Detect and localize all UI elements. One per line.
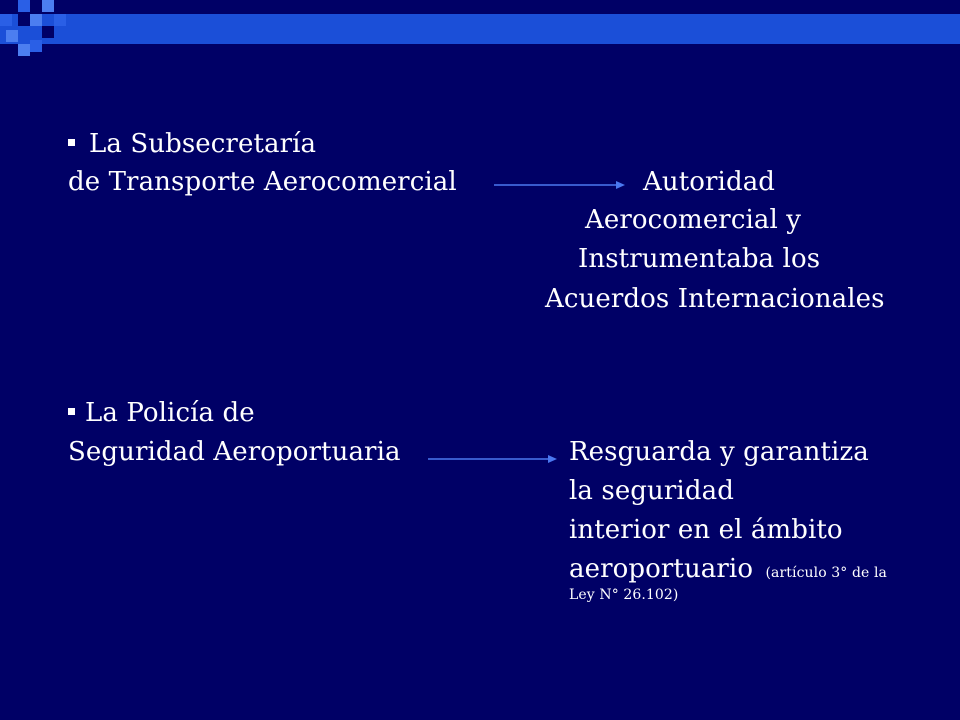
item2-result-line-4 <box>569 551 887 587</box>
item1-subject: de Transporte Aerocomercial <box>68 167 457 197</box>
item1-bullet-line <box>68 126 316 162</box>
item2-arrow-icon <box>428 452 558 466</box>
item2-bullet-line <box>68 395 255 431</box>
item1-result-line-3: Instrumentaba los <box>578 244 821 274</box>
item2-result-line-4-text: aeroportuario <box>569 554 754 584</box>
item2-result-line-3: interior en el ámbito <box>569 515 843 545</box>
item2-result-line-2: la seguridad <box>569 476 734 506</box>
item1-arrow-icon <box>494 178 626 192</box>
item2-result-line-1: Resguarda y garantiza <box>569 437 869 467</box>
item2-note-line-2: Ley N° 26.102) <box>569 587 679 603</box>
decorative-header-bar <box>0 14 960 44</box>
item2-note-line-1: (artículo 3° de la <box>765 565 887 581</box>
square-bullet-icon <box>68 408 75 415</box>
item1-bullet-text: La Subsecretaría <box>89 129 317 159</box>
item2-bullet-text: La Policía de <box>85 398 255 428</box>
item2-subject: Seguridad Aeroportuaria <box>68 437 401 467</box>
item1-result-line-1: Autoridad <box>643 167 776 197</box>
square-bullet-icon <box>68 139 75 146</box>
item1-result-line-4: Acuerdos Internacionales <box>545 284 885 314</box>
item1-result-line-2: Aerocomercial y <box>585 205 802 235</box>
